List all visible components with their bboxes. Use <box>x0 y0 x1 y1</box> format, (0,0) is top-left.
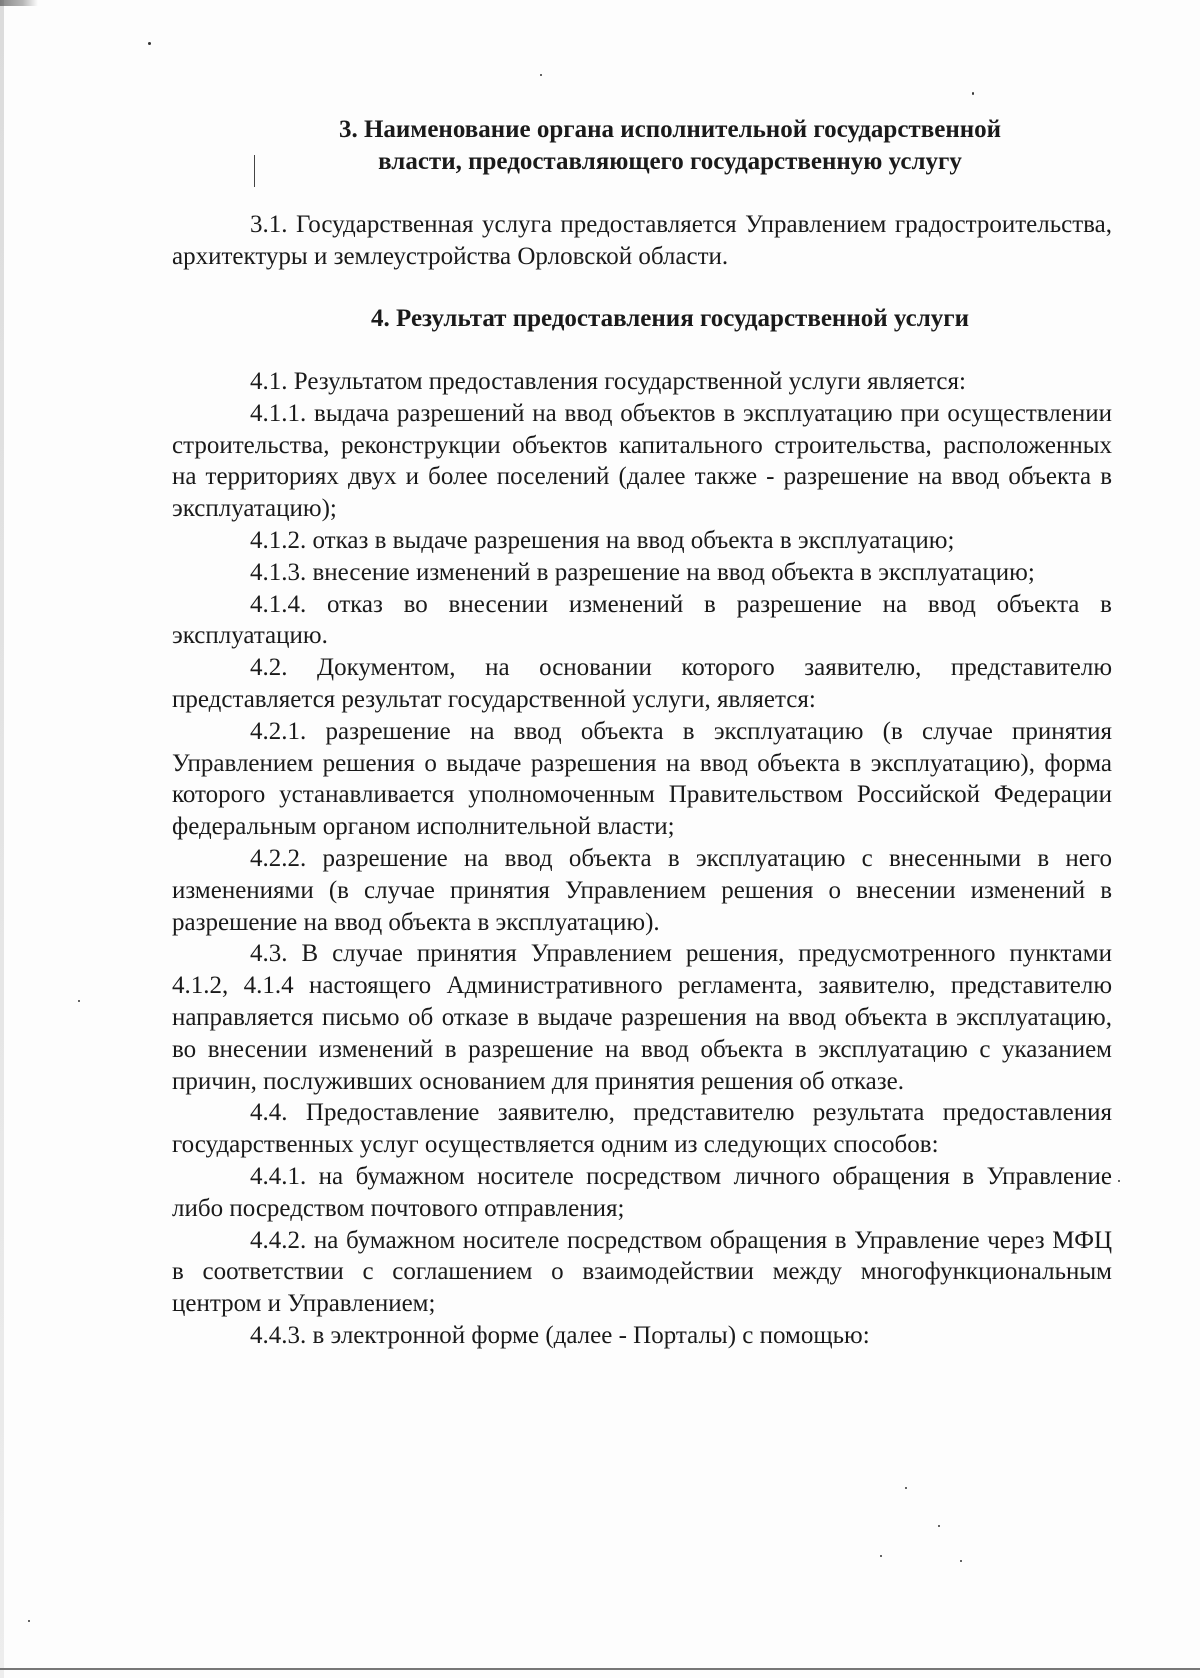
paragraph-4-1-2: 4.1.2. отказ в выдаче разрешения на ввод объекта в эксплуатацию; <box>250 526 955 554</box>
paragraph-4-4-3: 4.4.3. в электронной форме (далее - Порталы) с помощью: <box>250 1321 870 1349</box>
section-3-heading <box>270 114 1070 178</box>
paragraph-4-1-4: 4.1.4. отказ во внесении изменений в разрешение на ввод объекта в эксплуатацию. <box>172 590 1112 650</box>
paragraph-4-4-1: 4.4.1. на бумажном носителе посредством личного обращения в Управление либо посредством почтового отправления; <box>172 1162 1112 1222</box>
scan-speck <box>540 74 542 76</box>
paragraph-4-4-2: 4.4.2. на бумажном носителе посредством обращения в Управление через МФЦ в соответствии с соглашением о взаимодействии между многофункциональным центром и Управлением; <box>172 1226 1112 1318</box>
paragraph-4-1: 4.1. Результатом предоставления государственной услуги является: <box>250 368 966 395</box>
scan-speck <box>960 1560 962 1562</box>
paragraph-4-2-2: 4.2.2. разрешение на ввод объекта в эксплуатацию с внесенными в него изменениями (в случае принятия Управлением решения о внесении изменений в разрешение на ввод объекта в эксплуатацию). <box>172 844 1112 936</box>
paragraph-4-1-3: 4.1.3. внесение изменений в разрешение на ввод объекта в эксплуатацию; <box>250 558 1035 586</box>
scan-speck <box>1118 1180 1120 1182</box>
paragraph-4-4: 4.4. Предоставление заявителю, представителю результата предоставления государственных услуг осуществляется одним из следующих способов: <box>172 1099 1112 1159</box>
scan-bottom-edge <box>0 1668 1200 1670</box>
margin-mark <box>254 155 255 187</box>
paragraph-4-1-1: 4.1.1. выдача разрешений на ввод объектов в эксплуатацию при осуществлении строительства, реконструкции объектов капитального строительства, расположенных на территориях двух и более поселений (далее также - разрешение на ввод объекта в эксплуатацию); <box>172 399 1112 523</box>
scan-speck <box>28 1620 30 1622</box>
scan-corner-mark <box>0 0 38 6</box>
section-4-body <box>172 366 1112 1352</box>
section-3-body <box>172 209 1112 273</box>
scan-speck <box>880 1555 882 1557</box>
scan-speck <box>905 1487 907 1489</box>
section-4-heading: 4. Результат предоставления государственной услуги <box>371 305 969 332</box>
scan-speck <box>938 1525 940 1527</box>
paragraph-4-2: 4.2. Документом, на основании которого заявителю, представителю представляется результат государственной услуги, является: <box>172 654 1112 713</box>
scan-left-edge <box>0 0 4 1678</box>
scan-speck <box>972 92 974 95</box>
paragraph-3-1: 3.1. Государственная услуга предоставляется Управлением градостроительства, архитектуры и землеустройства Орловской области. <box>172 211 1112 270</box>
scan-speck <box>78 1000 80 1002</box>
paragraph-4-3: 4.3. В случае принятия Управлением решения, предусмотренного пунктами 4.1.2, 4.1.4 настоящего Административного регламента, заявителю, представителю направляется письмо об отказе в выдаче разрешения на ввод объекта в эксплуатацию, во внесении изменений в разрешение на ввод объекта в эксплуатацию с указанием причин, послуживших основанием для принятия решения об отказе. <box>172 940 1112 1095</box>
paragraph-4-2-1: 4.2.1. разрешение на ввод объекта в эксплуатацию (в случае принятия Управлением решения о выдаче разрешения на ввод объекта в эксплуатацию), форма которого устанавливается уполномоченным Правительством Российской Федерации федеральным органом исполнительной власти; <box>172 717 1112 841</box>
scan-speck <box>148 42 151 45</box>
section-3-heading-line-2: власти, предоставляющего государственную услугу <box>378 148 962 175</box>
section-3-heading-line-1: 3. Наименование органа исполнительной государственной <box>338 116 1002 143</box>
